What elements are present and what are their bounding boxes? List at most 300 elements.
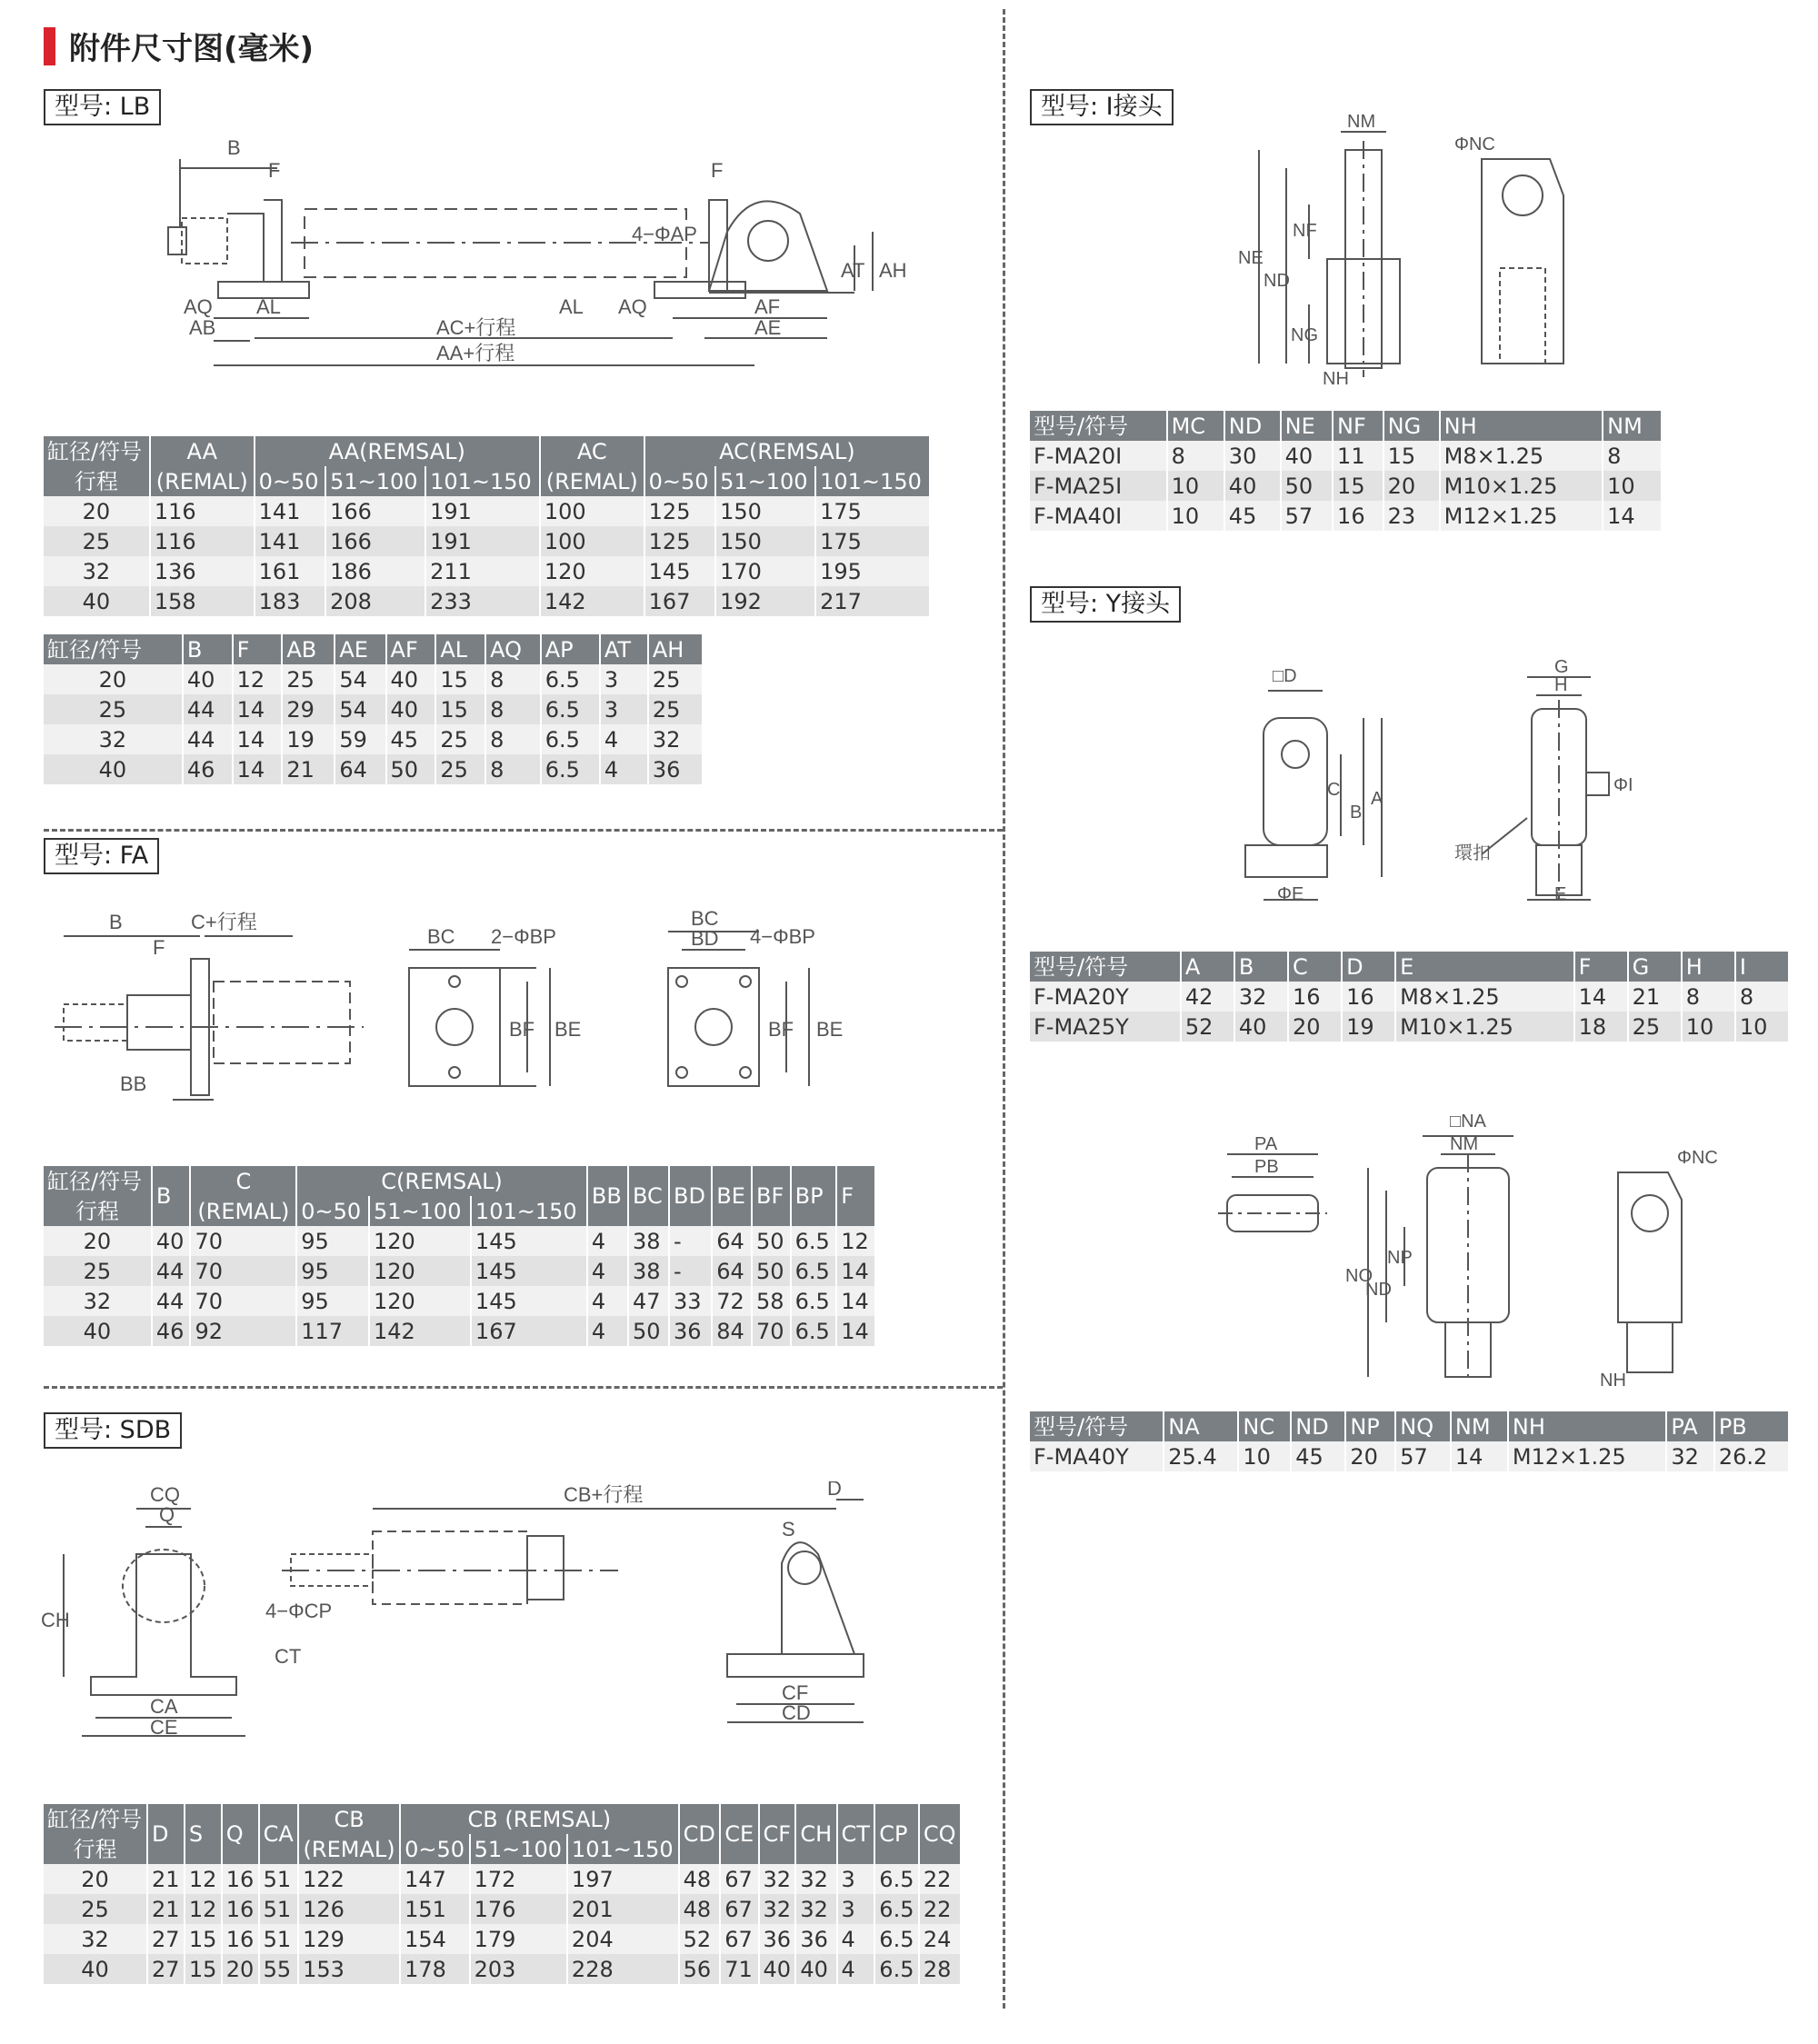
table-cell: 166 — [325, 526, 425, 556]
table-cell: 122 — [298, 1864, 400, 1894]
table-cell: F-MA20Y — [1030, 982, 1181, 1012]
y40-header: 型号/符号 — [1030, 1411, 1164, 1441]
y40-header: NM — [1451, 1411, 1508, 1441]
table-cell: 47 — [628, 1286, 669, 1316]
table-cell: 70 — [190, 1286, 296, 1316]
fa-h-c-rem: C(REMSAL) — [296, 1166, 587, 1196]
table-cell: 10 — [1682, 1012, 1735, 1042]
ijoint-header: NH — [1440, 411, 1603, 441]
sdb-label-cd: CD — [782, 1701, 811, 1724]
table-cell: 42 — [1181, 982, 1234, 1012]
sdb-h-cb-rem: CB (REMSAL) — [400, 1804, 679, 1834]
table-cell: 208 — [325, 586, 425, 616]
table-cell: 14 — [233, 724, 283, 754]
fa-label-bc1: BC — [427, 925, 455, 948]
table-cell: 151 — [400, 1894, 470, 1924]
table-cell: 183 — [255, 586, 325, 616]
table-cell: M8×1.25 — [1440, 441, 1603, 471]
table-cell: 116 — [150, 496, 255, 526]
fa-h-stroke: 行程 — [44, 1196, 152, 1226]
table-cell: 21 — [282, 754, 335, 784]
table-cell: 145 — [644, 556, 715, 586]
table-cell: 3 — [837, 1864, 875, 1894]
ijoint-header: NM — [1603, 411, 1662, 441]
lb-t2-header: B — [183, 634, 233, 664]
sdb-label-cp: 4−ΦCP — [265, 1600, 333, 1622]
table-cell: 175 — [815, 526, 930, 556]
table-cell: 150 — [715, 496, 815, 526]
sdb-label-d: D — [827, 1481, 842, 1500]
table-cell: 50 — [752, 1256, 791, 1286]
yjoint-header: G — [1628, 952, 1682, 982]
table-cell: 57 — [1281, 501, 1333, 531]
sdb-row — [44, 1894, 961, 1924]
y40-label-na: □NA — [1450, 1112, 1486, 1132]
lb-label-f2: F — [711, 159, 724, 182]
table-cell: 26.2 — [1714, 1441, 1789, 1471]
table-cell: 71 — [720, 1954, 758, 1984]
lb-t1-h-range: 0~50 — [255, 466, 325, 496]
table-cell: 125 — [644, 496, 715, 526]
fa-h-range: 51~100 — [369, 1196, 471, 1226]
table-cell: 32 — [44, 1286, 152, 1316]
table-cell: 48 — [679, 1864, 721, 1894]
table-cell: 40 — [183, 664, 233, 694]
table-cell: 50 — [628, 1316, 669, 1346]
ijoint-row — [1030, 471, 1662, 501]
lb-label-aa: AA+行程 — [436, 342, 515, 364]
table-cell: 36 — [648, 754, 703, 784]
yjoint-header: A — [1181, 952, 1234, 982]
lb-t1-h-aa-rem: AA(REMSAL) — [255, 436, 540, 466]
lb-t1-h-range: 101~150 — [815, 466, 930, 496]
sdb-label-cf: CF — [782, 1681, 809, 1704]
lb-label-al1: AL — [256, 295, 281, 318]
table-cell: 167 — [644, 586, 715, 616]
table-cell: 6.5 — [874, 1894, 919, 1924]
yjoint-header: I — [1735, 952, 1789, 982]
table-cell: 4 — [837, 1954, 875, 1984]
table-cell: 14 — [1451, 1441, 1508, 1471]
table-cell: 12 — [185, 1894, 222, 1924]
table-cell: 51 — [259, 1894, 299, 1924]
table-cell: 33 — [669, 1286, 712, 1316]
sdb-h-range: 51~100 — [470, 1834, 567, 1864]
table-cell: 203 — [470, 1954, 567, 1984]
table-cell: 3 — [837, 1894, 875, 1924]
y40-header: NQ — [1395, 1411, 1451, 1441]
table-cell: M10×1.25 — [1440, 471, 1603, 501]
table-cell: 150 — [715, 526, 815, 556]
sdb-drawing — [36, 1481, 882, 1745]
table-cell: 8 — [1735, 982, 1789, 1012]
table-cell: 211 — [425, 556, 540, 586]
table-cell: 4 — [587, 1316, 628, 1346]
lb-t2-header: AE — [335, 634, 385, 664]
table-cell: 166 — [325, 496, 425, 526]
ijoint-label-nf: NF — [1293, 221, 1317, 241]
yjoint-label-i: ΦI — [1613, 775, 1633, 795]
table-cell: 32 — [759, 1894, 796, 1924]
yjoint-header: D — [1342, 952, 1395, 982]
model-label-sdb: 型号: SDB — [44, 1412, 182, 1449]
table-cell: 25 — [435, 724, 485, 754]
table-cell: 233 — [425, 586, 540, 616]
table-cell: 6.5 — [791, 1226, 837, 1256]
lb-label-ae: AE — [754, 316, 782, 339]
y40-label-pb: PB — [1254, 1157, 1279, 1177]
fa-h-c: C — [190, 1166, 296, 1196]
fa-h-range: 0~50 — [296, 1196, 369, 1226]
fa-label-bc2: BC — [691, 909, 719, 930]
table-cell: 16 — [1288, 982, 1342, 1012]
sdb-h-q: Q — [222, 1804, 259, 1864]
fa-h-bd: BD — [669, 1166, 712, 1226]
table-cell: 195 — [815, 556, 930, 586]
table-cell: 6.5 — [791, 1256, 837, 1286]
table-cell: M10×1.25 — [1395, 1012, 1573, 1042]
lb-table-1 — [44, 436, 931, 616]
lb-t2-header: AB — [282, 634, 335, 664]
fa-label-be2: BE — [816, 1018, 844, 1041]
table-cell: 16 — [222, 1924, 259, 1954]
table-cell: 20 — [44, 496, 150, 526]
model-label-lb: 型号: LB — [44, 89, 161, 125]
table-cell: 57 — [1395, 1441, 1451, 1471]
table-cell: 14 — [836, 1256, 875, 1286]
table-cell: 44 — [183, 694, 233, 724]
lb-t2-row — [44, 664, 703, 694]
y40-label-nh: NH — [1600, 1371, 1626, 1391]
sdb-h-cf: CF — [759, 1804, 796, 1864]
fa-h-bf: BF — [752, 1166, 791, 1226]
ijoint-label-nd: ND — [1264, 271, 1290, 291]
ijoint-header: ND — [1224, 411, 1281, 441]
ijoint-label-nc: ΦNC — [1454, 135, 1495, 155]
table-cell: 52 — [679, 1924, 721, 1954]
sdb-label-ce: CE — [150, 1716, 178, 1739]
lb-label-ac: AC+行程 — [436, 316, 516, 339]
fa-row — [44, 1286, 875, 1316]
lb-t1-h-ac: AC — [540, 436, 644, 466]
fa-label-f: F — [153, 936, 165, 959]
ijoint-label-nm: NM — [1347, 114, 1376, 132]
table-cell: 204 — [567, 1924, 679, 1954]
table-cell: 38 — [628, 1226, 669, 1256]
table-cell: 20 — [1345, 1441, 1395, 1471]
yjoint-row — [1030, 1012, 1789, 1042]
fa-label-bf2: BF — [768, 1018, 794, 1041]
y40-label-np: NP — [1387, 1248, 1413, 1268]
table-cell: - — [669, 1226, 712, 1256]
table-cell: 186 — [325, 556, 425, 586]
table-cell: 64 — [712, 1256, 752, 1286]
lb-t1-h-ac-rem: AC(REMSAL) — [644, 436, 930, 466]
table-cell: 50 — [386, 754, 436, 784]
table-cell: 10 — [1603, 471, 1662, 501]
lb-t2-header: AT — [600, 634, 648, 664]
lb-t2-row — [44, 724, 703, 754]
table-cell: 12 — [185, 1864, 222, 1894]
table-cell: 14 — [1603, 501, 1662, 531]
table-cell: 67 — [720, 1894, 758, 1924]
table-cell: 15 — [185, 1924, 222, 1954]
table-cell: 191 — [425, 526, 540, 556]
yjoint-header: B — [1234, 952, 1288, 982]
table-cell: 28 — [919, 1954, 961, 1984]
table-cell: 176 — [470, 1894, 567, 1924]
table-cell: 6.5 — [791, 1286, 837, 1316]
table-cell: 84 — [712, 1316, 752, 1346]
ijoint-drawing — [1236, 114, 1582, 391]
table-cell: 8 — [485, 754, 541, 784]
y40-header: ND — [1291, 1411, 1345, 1441]
sdb-label-s: S — [782, 1518, 795, 1540]
lb-t1-h-range: 51~100 — [325, 466, 425, 496]
sdb-label-q: Q — [159, 1503, 175, 1526]
table-cell: 25 — [435, 754, 485, 784]
table-cell: 18 — [1574, 1012, 1628, 1042]
table-cell: 36 — [759, 1924, 796, 1954]
yjoint-label-e1: ΦE — [1277, 884, 1304, 904]
table-cell: 141 — [255, 526, 325, 556]
table-cell: 167 — [471, 1316, 587, 1346]
table-cell: 20 — [222, 1954, 259, 1984]
table-cell: 6.5 — [541, 694, 600, 724]
table-cell: 4 — [587, 1226, 628, 1256]
sdb-row — [44, 1954, 961, 1984]
ijoint-table — [1030, 411, 1663, 531]
yjoint-header: E — [1395, 952, 1573, 982]
fa-h-be: BE — [712, 1166, 752, 1226]
table-cell: 55 — [259, 1954, 299, 1984]
lb-t1-h-range: 0~50 — [644, 466, 715, 496]
table-cell: 129 — [298, 1924, 400, 1954]
sdb-h-cb: CB — [298, 1804, 400, 1834]
table-cell: 32 — [759, 1864, 796, 1894]
table-cell: 64 — [335, 754, 385, 784]
table-cell: 44 — [152, 1256, 191, 1286]
table-cell: 8 — [485, 724, 541, 754]
yjoint-label-a: A — [1371, 789, 1383, 809]
sdb-row — [44, 1924, 961, 1954]
lb-label-al2: AL — [559, 295, 584, 318]
sdb-h-ct: CT — [837, 1804, 875, 1864]
fa-h-f: F — [836, 1166, 875, 1226]
table-cell: F-MA25I — [1030, 471, 1167, 501]
table-cell: 24 — [919, 1924, 961, 1954]
table-cell: 15 — [435, 694, 485, 724]
table-cell: 40 — [44, 754, 183, 784]
table-cell: 32 — [44, 724, 183, 754]
table-cell: 25 — [44, 694, 183, 724]
fa-row — [44, 1226, 875, 1256]
table-cell: 6.5 — [874, 1864, 919, 1894]
table-cell: 126 — [298, 1894, 400, 1924]
table-cell: 40 — [44, 1316, 152, 1346]
fa-h-bore: 缸径/符号 — [44, 1166, 152, 1196]
ijoint-row — [1030, 501, 1662, 531]
table-cell: 4 — [587, 1286, 628, 1316]
table-cell: 100 — [540, 526, 644, 556]
table-cell: 50 — [752, 1226, 791, 1256]
lb-t1-h-bore: 缸径/符号 — [44, 436, 150, 466]
table-cell: 197 — [567, 1864, 679, 1894]
lb-label-b: B — [227, 136, 241, 159]
table-cell: 10 — [1735, 1012, 1789, 1042]
table-cell: 45 — [386, 724, 436, 754]
y40-table — [1030, 1411, 1790, 1471]
table-cell: 10 — [1238, 1441, 1291, 1471]
lb-t2-header: AQ — [485, 634, 541, 664]
lb-t1-row — [44, 526, 930, 556]
fa-label-bd: BD — [691, 927, 719, 950]
yjoint-header: C — [1288, 952, 1342, 982]
fa-label-be1: BE — [554, 1018, 582, 1041]
sdb-h-ch: CH — [795, 1804, 836, 1864]
table-cell: 6.5 — [874, 1924, 919, 1954]
table-cell: 14 — [836, 1316, 875, 1346]
table-cell: 16 — [222, 1894, 259, 1924]
yjoint-label-clip: 環扣 — [1454, 843, 1491, 863]
table-cell: 14 — [836, 1286, 875, 1316]
table-cell: 6.5 — [874, 1954, 919, 1984]
table-cell: 16 — [1342, 982, 1395, 1012]
table-cell: 54 — [335, 694, 385, 724]
fa-label-bf1: BF — [509, 1018, 535, 1041]
yjoint-header: F — [1574, 952, 1628, 982]
table-cell: 40 — [1234, 1012, 1288, 1042]
table-cell: 40 — [795, 1954, 836, 1984]
fa-label-b: B — [109, 911, 123, 933]
model-label-fa: 型号: FA — [44, 838, 159, 874]
table-cell: 30 — [1224, 441, 1281, 471]
table-cell: 32 — [44, 1924, 147, 1954]
table-cell: 141 — [255, 496, 325, 526]
table-cell: 40 — [386, 664, 436, 694]
lb-t1-h-range: 101~150 — [425, 466, 540, 496]
lb-t2-header: AH — [648, 634, 703, 664]
table-cell: M12×1.25 — [1440, 501, 1603, 531]
table-cell: 22 — [919, 1864, 961, 1894]
ijoint-label-ng: NG — [1291, 325, 1318, 345]
table-cell: 145 — [471, 1286, 587, 1316]
table-cell: 117 — [296, 1316, 369, 1346]
table-cell: 12 — [233, 664, 283, 694]
table-cell: 8 — [485, 664, 541, 694]
table-cell: 70 — [190, 1256, 296, 1286]
table-cell: 45 — [1224, 501, 1281, 531]
table-cell: 40 — [44, 586, 150, 616]
table-cell: 44 — [183, 724, 233, 754]
table-cell: 16 — [222, 1864, 259, 1894]
fa-table — [44, 1166, 876, 1346]
lb-t1-h-aa: AA — [150, 436, 255, 466]
table-cell: 15 — [1383, 441, 1440, 471]
table-cell: 36 — [669, 1316, 712, 1346]
table-cell: 46 — [152, 1316, 191, 1346]
fa-row — [44, 1256, 875, 1286]
table-cell: 21 — [147, 1864, 185, 1894]
sdb-h-cp: CP — [874, 1804, 919, 1864]
table-cell: 15 — [185, 1954, 222, 1984]
table-cell: M8×1.25 — [1395, 982, 1573, 1012]
ijoint-label-ne: NE — [1238, 248, 1264, 268]
y40-drawing — [1218, 1100, 1727, 1391]
table-cell: 64 — [712, 1226, 752, 1256]
model-label-yjoint: 型号: Y接头 — [1030, 586, 1181, 623]
ijoint-header: NF — [1333, 411, 1383, 441]
table-cell: 8 — [1167, 441, 1224, 471]
page-title: 附件尺寸图(毫米) — [69, 31, 315, 67]
table-cell: 92 — [190, 1316, 296, 1346]
table-cell: 14 — [1574, 982, 1628, 1012]
table-cell: 25 — [44, 526, 150, 556]
table-cell: 40 — [1281, 441, 1333, 471]
lb-t2-row — [44, 754, 703, 784]
y40-label-nm: NM — [1450, 1134, 1479, 1154]
table-cell: 136 — [150, 556, 255, 586]
table-cell: 8 — [485, 694, 541, 724]
y40-header: PA — [1666, 1411, 1713, 1441]
table-cell: 6.5 — [541, 754, 600, 784]
sdb-table — [44, 1804, 962, 1984]
yjoint-drawing — [1227, 636, 1654, 913]
table-cell: 120 — [369, 1286, 471, 1316]
table-cell: 25 — [44, 1894, 147, 1924]
sdb-label-ct: CT — [275, 1645, 302, 1668]
model-label-ijoint: 型号: I接头 — [1030, 89, 1174, 125]
section-divider-fa-sdb — [44, 1386, 1003, 1389]
table-cell: - — [669, 1256, 712, 1286]
table-cell: 11 — [1333, 441, 1383, 471]
lb-t1-row — [44, 556, 930, 586]
sdb-h-range: 0~50 — [400, 1834, 470, 1864]
lb-table-2 — [44, 634, 704, 784]
table-cell: 67 — [720, 1864, 758, 1894]
yjoint-label-c: C — [1327, 780, 1341, 800]
table-cell: 29 — [282, 694, 335, 724]
table-cell: 46 — [183, 754, 233, 784]
table-cell: 19 — [282, 724, 335, 754]
table-cell: 59 — [335, 724, 385, 754]
table-cell: 4 — [600, 754, 648, 784]
sdb-h-s: S — [185, 1804, 222, 1864]
table-cell: 120 — [369, 1226, 471, 1256]
table-cell: 25.4 — [1164, 1441, 1238, 1471]
lb-t2-header: F — [233, 634, 283, 664]
fa-label-bb: BB — [120, 1072, 147, 1095]
table-cell: 161 — [255, 556, 325, 586]
fa-h-bb: BB — [587, 1166, 628, 1226]
fa-drawing — [55, 909, 873, 1109]
lb-t1-row — [44, 496, 930, 526]
table-cell: 40 — [152, 1226, 191, 1256]
table-cell: 228 — [567, 1954, 679, 1984]
lb-t2-header: AP — [541, 634, 600, 664]
y40-label-nc: ΦNC — [1677, 1148, 1718, 1168]
lb-label-ab: AB — [189, 316, 216, 339]
yjoint-header: 型号/符号 — [1030, 952, 1181, 982]
table-cell: 72 — [712, 1286, 752, 1316]
table-cell: 40 — [1224, 471, 1281, 501]
sdb-h-range: 101~150 — [567, 1834, 679, 1864]
table-cell: 56 — [679, 1954, 721, 1984]
table-cell: F-MA40Y — [1030, 1441, 1164, 1471]
table-cell: 67 — [720, 1924, 758, 1954]
fa-row — [44, 1316, 875, 1346]
table-cell: 27 — [147, 1954, 185, 1984]
